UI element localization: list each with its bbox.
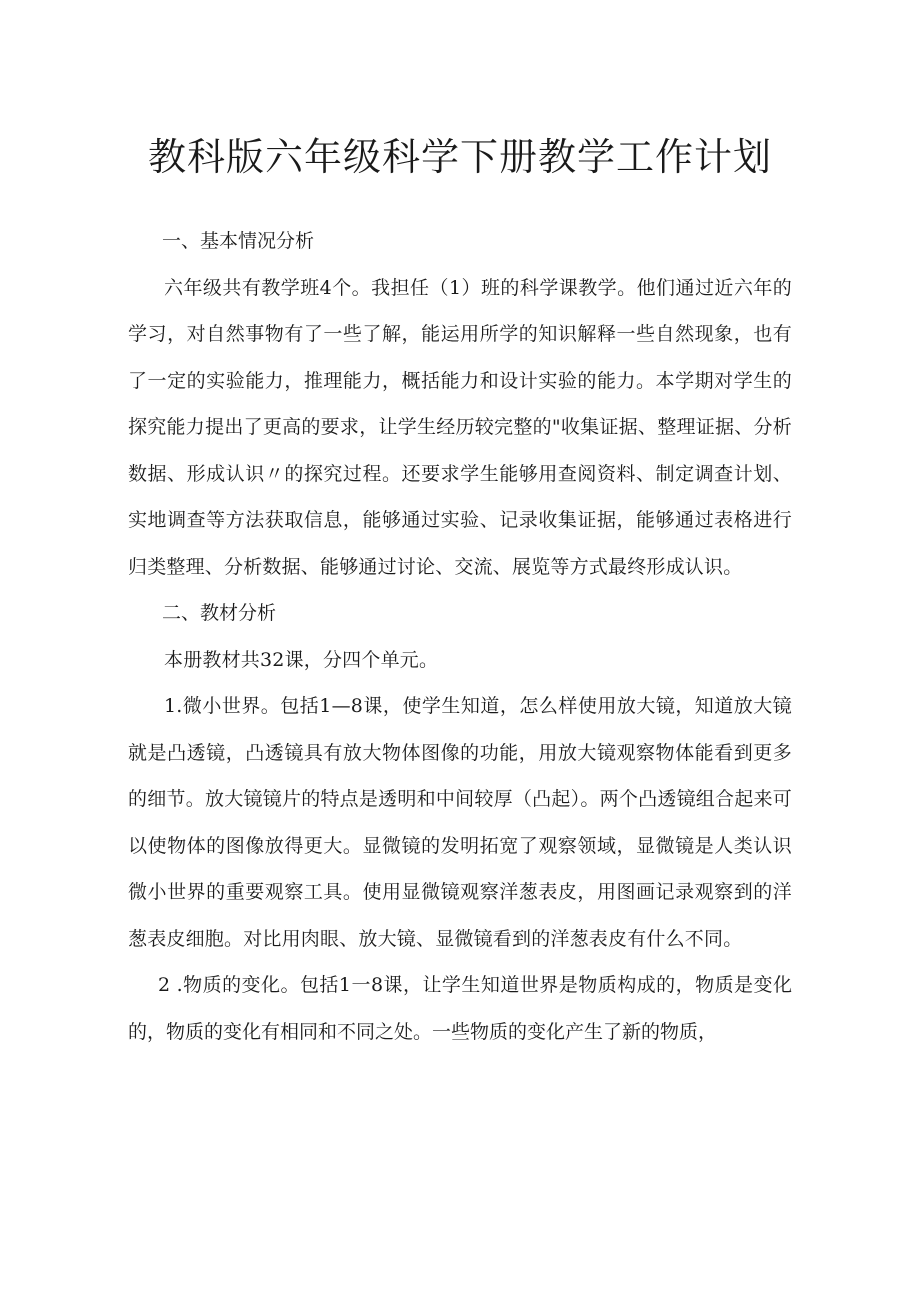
paragraph: 本册教材共32课，分四个单元。 xyxy=(164,648,439,671)
paragraph-unit-2: 2 .物质的变化。包括1一8课，让学生知道世界是物质构成的，物质是变化的，物质的变化有相同和不同之处。一些物质的变化产生了新的物质， xyxy=(128,974,792,1043)
paragraph-unit-1: 1.微小世界。包括1—8课，使学生知道，怎么样使用放大镜，知道放大镜就是凸透镜，凸透镜具有放大物体图像的功能，用放大镜观察物体能看到更多的细节。放大镜镜片的特点是透明和中间较厚（凸起）。两个凸透镜组合起来可以使物体的图像放得更大。显微镜的发明拓宽了观察领域，显微镜是人类认识微小世界的重要观察工具。使用显微镜观察洋葱表皮，用图画记录观察到的洋葱表皮细胞。对比用肉眼、放大镜、显微镜看到的洋葱表皮有什么不同。 xyxy=(128,695,792,950)
section-basic-situation xyxy=(128,218,792,590)
section-heading: 一、基本情况分析 xyxy=(162,230,315,252)
section-heading: 二、教材分析 xyxy=(162,602,277,624)
document-body xyxy=(128,218,792,1055)
section-textbook-analysis xyxy=(128,590,792,1055)
document-title: 教科版六年级科学下册教学工作计划 xyxy=(147,135,772,179)
paragraph: 六年级共有教学班4个。我担任（1）班的科学课教学。他们通过近六年的学习，对自然事物有了一些了解，能运用所学的知识解释一些自然现象，也有了一定的实验能力，推理能力，概括能力和设计实验的能力。本学期对学生的探究能力提出了更高的要求，让学生经历较完整的"收集证据、整理证据、分析数据、形成认识〃的探究过程。还要求学生能够用查阅资料、制定调查计划、实地调查等方法获取信息，能够通过实验、记录收集证据，能够通过表格进行归类整理、分析数据、能够通过讨论、交流、展览等方式最终形成认识。 xyxy=(128,276,792,578)
